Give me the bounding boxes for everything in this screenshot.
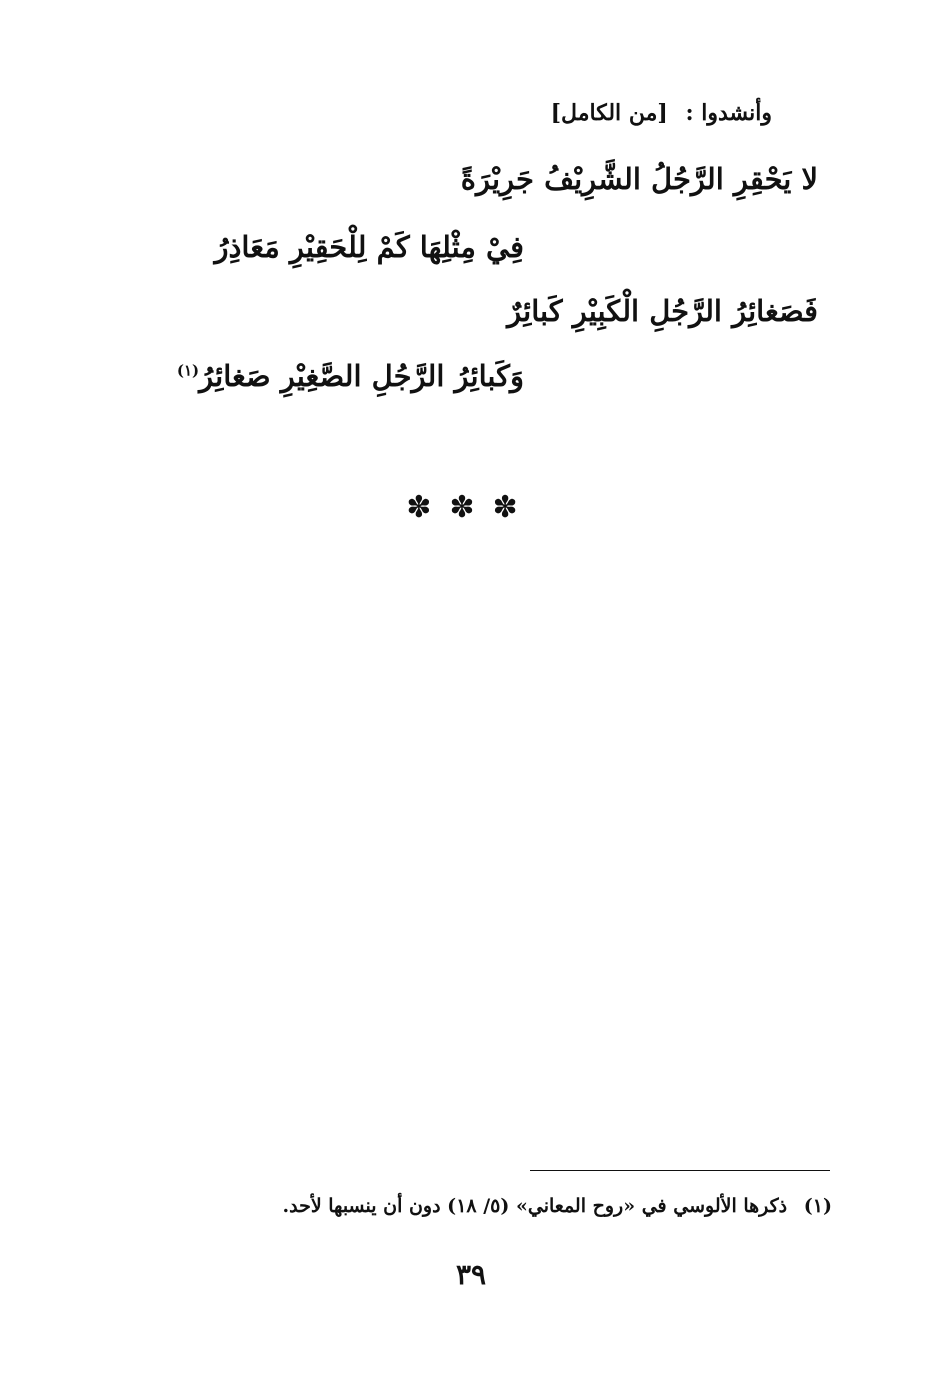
- page-number: ٣٩: [455, 1258, 487, 1291]
- verse-line-3: فَصَغائِرُ الرَّجُلِ الْكَبِيْرِ كَبائِرٌ: [507, 294, 818, 328]
- verse-line-2: فِيْ مِثْلِهَا كَمْ لِلْحَقِيْرِ مَعَاذِرُ: [214, 230, 524, 264]
- verse-line-4-text: وَكَبائِرُ الرَّجُلِ الصَّغِيْرِ صَغائِرُ: [199, 359, 524, 393]
- poem-meter: [من الكامل]: [550, 100, 668, 126]
- footnote-divider: [530, 1170, 830, 1171]
- verse-line-1: لا يَحْقِرِ الرَّجُلُ الشَّرِيْفُ جَرِيْرَةً: [460, 162, 818, 196]
- poem-intro-text: وأنشدوا :: [685, 100, 772, 126]
- verse-line-4: [176, 359, 524, 393]
- footnote: [282, 1195, 832, 1217]
- poem-intro: [551, 100, 772, 126]
- footnote-reference: (١): [176, 361, 200, 380]
- footnote-number: (١): [803, 1195, 832, 1217]
- footnote-text: ذكرها الألوسي في «روح المعاني» (٥/ ١٨) دون أن ينسبها لأحد.: [282, 1195, 788, 1217]
- section-separator: ✽✽✽: [406, 490, 536, 525]
